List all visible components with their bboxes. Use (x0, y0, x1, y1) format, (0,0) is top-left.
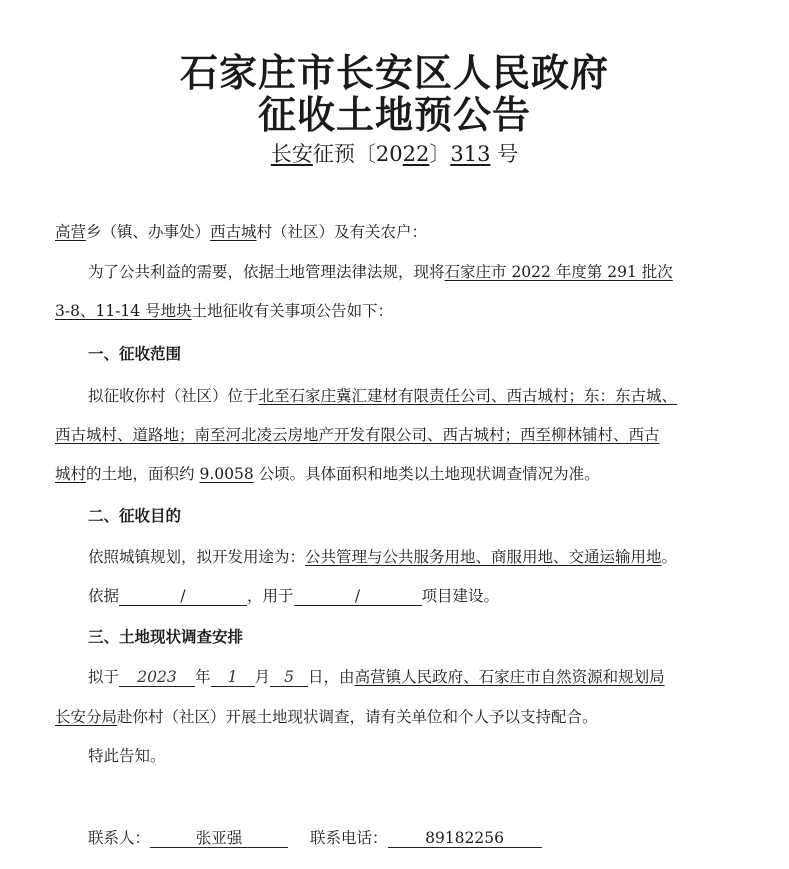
intro-parcels: 3-8、11-14 号地块 (55, 302, 192, 320)
s3-branch: 长安分局 (55, 708, 118, 726)
intro-line2 (55, 300, 735, 322)
s2-for-label: ，用于 (247, 587, 294, 605)
section3-heading: 三、土地现状调查安排 (88, 628, 244, 646)
s3-agency: 高营镇人民政府、石家庄市自然资源和规划局 (354, 668, 665, 686)
salutation-text1: 乡（镇、办事处） (86, 223, 211, 241)
s3-day: 5 (270, 668, 308, 687)
notice-title-line2: 征收土地预公告 (257, 93, 531, 137)
s2-end: 。 (661, 548, 678, 566)
intro-text: 为了公共利益的需要，依据土地管理法律法规，现将 (88, 263, 445, 281)
closing: 特此告知。 (88, 747, 166, 765)
s2-text: 依照城镇规划，拟开发用途为： (88, 548, 306, 566)
s3-text-d: 日，由 (308, 668, 355, 686)
s1-boundary3: 城村 (55, 465, 87, 483)
section2-line1 (88, 546, 733, 568)
docno-suffix: 号 (490, 142, 519, 166)
section2-heading: 二、征收目的 (88, 507, 182, 525)
s2-project-text: 项目建设。 (421, 587, 500, 605)
notice-title-line1: 石家庄市长安区人民政府 (179, 51, 609, 95)
docno-org: 长安 (270, 142, 313, 166)
s2-project-blank: / (294, 587, 422, 606)
contact-phone: 89182256 (388, 829, 542, 848)
s2-basis-label: 依据 (88, 587, 120, 605)
s2-basis-blank: / (119, 587, 247, 606)
s3-month: 1 (211, 668, 255, 687)
section3-line1 (88, 666, 733, 688)
s1-text: 拟征收你村（社区）位于 (88, 387, 259, 405)
docno-num: 313 (450, 142, 491, 166)
s3-text-e: 赴你村（社区）开展土地现状调查，请有关单位和个人予以支持配合。 (117, 708, 598, 726)
section3-line2 (55, 706, 735, 728)
section1-heading: 一、征收范围 (88, 345, 182, 363)
contact-line (88, 827, 733, 849)
s3-text-a: 拟于 (88, 668, 120, 686)
s3-year: 2023 (119, 668, 195, 687)
s1-boundary2: 西古城村、道路地；南至河北凌云房地产开发有限公司、西古城村；西至柳林铺村、西古 (55, 426, 660, 444)
salutation (55, 221, 735, 243)
s1-area: 9.0058 (199, 465, 254, 483)
section1-line1 (88, 385, 733, 407)
s1-boundary1: 北至石家庄冀汇建材有限责任公司、西古城村；东：东古城、 (258, 387, 678, 405)
s3-text-c: 月 (254, 668, 271, 686)
document-number (0, 138, 789, 168)
s1-text2: 的土地，面积约 (86, 465, 200, 483)
intro-batch: 石家庄市 2022 年度第 291 批次 (444, 263, 673, 281)
section2-line2 (88, 585, 733, 607)
docno-mid: 征预〔20 (312, 142, 403, 166)
contact-phone-label: 联系电话： (310, 829, 388, 847)
intro-line1 (88, 261, 733, 283)
docno-year: 22 (402, 142, 430, 166)
contact-person-label: 联系人： (88, 829, 151, 847)
docno-close: 〕 (429, 142, 451, 166)
salutation-town: 高营 (55, 223, 87, 241)
salutation-text2: 村（社区）及有关农户： (256, 223, 428, 241)
intro-text2: 土地征收有关事项公告如下： (191, 302, 394, 320)
section1-line3 (55, 463, 735, 485)
s1-text3: 公顷。具体面积和地类以土地现状调查情况为准。 (253, 465, 600, 483)
contact-person: 张亚强 (150, 829, 288, 848)
s2-uses: 公共管理与公共服务用地、商服用地、交通运输用地 (305, 548, 662, 566)
section1-line2 (55, 424, 735, 446)
salutation-village: 西古城 (210, 223, 257, 241)
s3-text-b: 年 (195, 668, 211, 686)
